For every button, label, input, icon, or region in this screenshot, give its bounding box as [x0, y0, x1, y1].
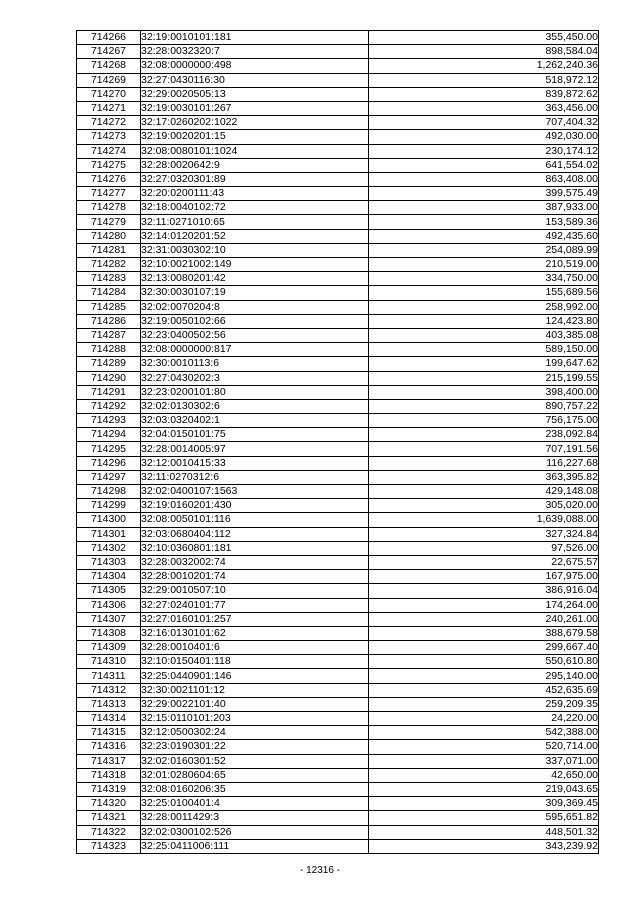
row-id-cell: 714321: [77, 811, 141, 825]
cadastral-number-cell: 32:29:0022101:40: [141, 697, 369, 711]
table-row: [77, 314, 599, 328]
table-row: [77, 272, 599, 286]
row-id-cell: 714314: [77, 712, 141, 726]
cadastral-number-cell: 32:16:0130101:62: [141, 626, 369, 640]
table-row: [77, 442, 599, 456]
value-amount-cell: 24,220.00: [369, 712, 599, 726]
table-row: [77, 584, 599, 598]
cadastral-number-cell: 32:27:0320301:89: [141, 172, 369, 186]
table-row: [77, 797, 599, 811]
cadastral-number-cell: 32:08:0160206:35: [141, 782, 369, 796]
cadastral-number-cell: 32:28:0020642:9: [141, 158, 369, 172]
table-row: [77, 499, 599, 513]
table-row: [77, 555, 599, 569]
table-row: [77, 328, 599, 342]
value-amount-cell: 707,191.56: [369, 442, 599, 456]
row-id-cell: 714303: [77, 555, 141, 569]
cadastral-number-cell: 32:27:0160101:257: [141, 612, 369, 626]
row-id-cell: 714275: [77, 158, 141, 172]
row-id-cell: 714268: [77, 59, 141, 73]
row-id-cell: 714296: [77, 456, 141, 470]
cadastral-number-cell: 32:11:0270312:6: [141, 470, 369, 484]
cadastral-number-cell: 32:02:0400107:1563: [141, 485, 369, 499]
row-id-cell: 714312: [77, 683, 141, 697]
row-id-cell: 714305: [77, 584, 141, 598]
cadastral-number-cell: 32:19:0020201:15: [141, 130, 369, 144]
row-id-cell: 714320: [77, 797, 141, 811]
value-amount-cell: 363,456.00: [369, 101, 599, 115]
cadastral-number-cell: 32:02:0160301:52: [141, 754, 369, 768]
row-id-cell: 714266: [77, 31, 141, 45]
cadastral-number-cell: 32:30:0030107:19: [141, 286, 369, 300]
value-amount-cell: 492,030.00: [369, 130, 599, 144]
cadastral-number-cell: 32:23:0190301:22: [141, 740, 369, 754]
table-row: [77, 655, 599, 669]
table-row: [77, 87, 599, 101]
row-id-cell: 714319: [77, 782, 141, 796]
row-id-cell: 714282: [77, 258, 141, 272]
row-id-cell: 714301: [77, 527, 141, 541]
row-id-cell: 714323: [77, 839, 141, 853]
cadastral-number-cell: 32:08:0050101:116: [141, 513, 369, 527]
row-id-cell: 714295: [77, 442, 141, 456]
table-row: [77, 258, 599, 272]
cadastral-number-cell: 32:30:0021101:12: [141, 683, 369, 697]
row-id-cell: 714290: [77, 371, 141, 385]
value-amount-cell: 167,975.00: [369, 570, 599, 584]
value-amount-cell: 215,199.55: [369, 371, 599, 385]
document-page: [76, 30, 598, 854]
row-id-cell: 714283: [77, 272, 141, 286]
row-id-cell: 714310: [77, 655, 141, 669]
cadastral-number-cell: 32:13:0080201:42: [141, 272, 369, 286]
row-id-cell: 714306: [77, 598, 141, 612]
page-number: - 12316 -: [299, 865, 341, 876]
table-row: [77, 726, 599, 740]
value-amount-cell: 116,227.68: [369, 456, 599, 470]
cadastral-number-cell: 32:02:0130302:6: [141, 399, 369, 413]
cadastral-number-cell: 32:11:0271010:65: [141, 215, 369, 229]
table-row: [77, 300, 599, 314]
table-row: [77, 101, 599, 115]
row-id-cell: 714322: [77, 825, 141, 839]
table-row: [77, 513, 599, 527]
table-row: [77, 343, 599, 357]
cadastral-number-cell: 32:08:0080101:1024: [141, 144, 369, 158]
row-id-cell: 714273: [77, 130, 141, 144]
row-id-cell: 714285: [77, 300, 141, 314]
cadastral-number-cell: 32:20:0200111:43: [141, 187, 369, 201]
value-amount-cell: 403,385.08: [369, 328, 599, 342]
table-row: [77, 669, 599, 683]
table-row: [77, 414, 599, 428]
value-amount-cell: 337,071.00: [369, 754, 599, 768]
value-amount-cell: 756,175.00: [369, 414, 599, 428]
value-amount-cell: 327,324.84: [369, 527, 599, 541]
row-id-cell: 714304: [77, 570, 141, 584]
value-amount-cell: 355,450.00: [369, 31, 599, 45]
cadastral-number-cell: 32:03:0320402:1: [141, 414, 369, 428]
table-row: [77, 768, 599, 782]
value-amount-cell: 22,675.57: [369, 555, 599, 569]
table-row: [77, 45, 599, 59]
cadastral-number-cell: 32:19:0160201:430: [141, 499, 369, 513]
value-amount-cell: 254,089.99: [369, 243, 599, 257]
row-id-cell: 714291: [77, 385, 141, 399]
value-amount-cell: 595,651.82: [369, 811, 599, 825]
value-amount-cell: 295,140.00: [369, 669, 599, 683]
value-amount-cell: 153,589.36: [369, 215, 599, 229]
value-amount-cell: 589,150.00: [369, 343, 599, 357]
value-amount-cell: 305,020.00: [369, 499, 599, 513]
row-id-cell: 714284: [77, 286, 141, 300]
table-row: [77, 485, 599, 499]
table-row: [77, 541, 599, 555]
cadastral-number-cell: 32:23:0400502:56: [141, 328, 369, 342]
cadastral-number-cell: 32:10:0021002:149: [141, 258, 369, 272]
value-amount-cell: 97,526.00: [369, 541, 599, 555]
cadastral-number-cell: 32:14:0120201:52: [141, 229, 369, 243]
table-row: [77, 570, 599, 584]
value-amount-cell: 429,148.08: [369, 485, 599, 499]
cadastral-number-cell: 32:25:0440901:146: [141, 669, 369, 683]
cadastral-number-cell: 32:30:0010113:6: [141, 357, 369, 371]
cadastral-number-cell: 32:28:0032002:74: [141, 555, 369, 569]
value-amount-cell: 707,404.32: [369, 116, 599, 130]
value-amount-cell: 452,635.69: [369, 683, 599, 697]
row-id-cell: 714318: [77, 768, 141, 782]
table-row: [77, 811, 599, 825]
table-row: [77, 144, 599, 158]
cadastral-number-cell: 32:08:0000000:498: [141, 59, 369, 73]
table-row: [77, 172, 599, 186]
row-id-cell: 714292: [77, 399, 141, 413]
row-id-cell: 714276: [77, 172, 141, 186]
value-amount-cell: 518,972.12: [369, 73, 599, 87]
table-row: [77, 243, 599, 257]
table-row: [77, 612, 599, 626]
row-id-cell: 714280: [77, 229, 141, 243]
cadastral-number-cell: 32:10:0360801:181: [141, 541, 369, 555]
value-amount-cell: 238,092.84: [369, 428, 599, 442]
value-amount-cell: 641,554.02: [369, 158, 599, 172]
row-id-cell: 714308: [77, 626, 141, 640]
row-id-cell: 714271: [77, 101, 141, 115]
cadastral-number-cell: 32:04:0150101:75: [141, 428, 369, 442]
table-row: [77, 683, 599, 697]
cadastral-number-cell: 32:25:0100401:4: [141, 797, 369, 811]
row-id-cell: 714277: [77, 187, 141, 201]
table-row: [77, 782, 599, 796]
row-id-cell: 714307: [77, 612, 141, 626]
table-row: [77, 825, 599, 839]
table-row: [77, 712, 599, 726]
table-row: [77, 456, 599, 470]
value-amount-cell: 520,714.00: [369, 740, 599, 754]
value-amount-cell: 219,043.65: [369, 782, 599, 796]
table-row: [77, 385, 599, 399]
value-amount-cell: 155,689.56: [369, 286, 599, 300]
cadastral-number-cell: 32:29:0010507:10: [141, 584, 369, 598]
cadastral-number-cell: 32:28:0010401:6: [141, 641, 369, 655]
row-id-cell: 714267: [77, 45, 141, 59]
value-amount-cell: 259,209.35: [369, 697, 599, 711]
value-amount-cell: 550,610.80: [369, 655, 599, 669]
cadastral-number-cell: 32:28:0010201:74: [141, 570, 369, 584]
value-amount-cell: 388,679.58: [369, 626, 599, 640]
value-amount-cell: 839,872.62: [369, 87, 599, 101]
value-amount-cell: 124,423.80: [369, 314, 599, 328]
table-body: [77, 31, 599, 854]
table-row: [77, 187, 599, 201]
cadastral-number-cell: 32:02:0300102:526: [141, 825, 369, 839]
table-row: [77, 754, 599, 768]
value-amount-cell: 210,519.00: [369, 258, 599, 272]
row-id-cell: 714294: [77, 428, 141, 442]
row-id-cell: 714281: [77, 243, 141, 257]
row-id-cell: 714299: [77, 499, 141, 513]
value-amount-cell: 387,933.00: [369, 201, 599, 215]
value-amount-cell: 1,262,240.36: [369, 59, 599, 73]
value-amount-cell: 890,757.22: [369, 399, 599, 413]
value-amount-cell: 230,174.12: [369, 144, 599, 158]
cadastral-number-cell: 32:27:0240101:77: [141, 598, 369, 612]
table-row: [77, 158, 599, 172]
cadastral-number-cell: 32:08:0000000:817: [141, 343, 369, 357]
row-id-cell: 714278: [77, 201, 141, 215]
row-id-cell: 714274: [77, 144, 141, 158]
table-row: [77, 641, 599, 655]
row-id-cell: 714317: [77, 754, 141, 768]
row-id-cell: 714313: [77, 697, 141, 711]
value-amount-cell: 399,575.49: [369, 187, 599, 201]
table-row: [77, 73, 599, 87]
cadastral-number-cell: 32:10:0150401:118: [141, 655, 369, 669]
cadastral-number-cell: 32:17:0260202:1022: [141, 116, 369, 130]
table-row: [77, 31, 599, 45]
cadastral-number-cell: 32:28:0032320:7: [141, 45, 369, 59]
row-id-cell: 714298: [77, 485, 141, 499]
cadastral-number-cell: 32:29:0020505:13: [141, 87, 369, 101]
value-amount-cell: 386,916.04: [369, 584, 599, 598]
cadastral-number-cell: 32:19:0030101:267: [141, 101, 369, 115]
cadastral-number-cell: 32:28:0011429:3: [141, 811, 369, 825]
value-amount-cell: 448,501.32: [369, 825, 599, 839]
table-row: [77, 839, 599, 853]
table-row: [77, 598, 599, 612]
cadastral-number-cell: 32:23:0200101:80: [141, 385, 369, 399]
value-amount-cell: 309,369.45: [369, 797, 599, 811]
table-row: [77, 229, 599, 243]
table-row: [77, 740, 599, 754]
cadastral-number-cell: 32:12:0010415:33: [141, 456, 369, 470]
row-id-cell: 714315: [77, 726, 141, 740]
cadastral-number-cell: 32:28:0014005:97: [141, 442, 369, 456]
table-row: [77, 130, 599, 144]
value-amount-cell: 542,388.00: [369, 726, 599, 740]
cadastral-number-cell: 32:12:0500302:24: [141, 726, 369, 740]
row-id-cell: 714311: [77, 669, 141, 683]
row-id-cell: 714297: [77, 470, 141, 484]
cadastral-value-table: [76, 30, 599, 854]
cadastral-number-cell: 32:15:0110101:203: [141, 712, 369, 726]
row-id-cell: 714286: [77, 314, 141, 328]
value-amount-cell: 258,992.00: [369, 300, 599, 314]
cadastral-number-cell: 32:19:0050102:66: [141, 314, 369, 328]
table-row: [77, 470, 599, 484]
cadastral-number-cell: 32:27:0430202:3: [141, 371, 369, 385]
cadastral-number-cell: 32:01:0280604:65: [141, 768, 369, 782]
cadastral-number-cell: 32:25:0411006:111: [141, 839, 369, 853]
cadastral-number-cell: 32:18:0040102:72: [141, 201, 369, 215]
cadastral-number-cell: 32:27:0430116:30: [141, 73, 369, 87]
cadastral-number-cell: 32:02:0070204:8: [141, 300, 369, 314]
value-amount-cell: 42,650.00: [369, 768, 599, 782]
row-id-cell: 714272: [77, 116, 141, 130]
table-row: [77, 116, 599, 130]
value-amount-cell: 240,261.00: [369, 612, 599, 626]
row-id-cell: 714293: [77, 414, 141, 428]
table-row: [77, 428, 599, 442]
table-row: [77, 215, 599, 229]
value-amount-cell: 199,647.62: [369, 357, 599, 371]
table-row: [77, 286, 599, 300]
value-amount-cell: 898,584.04: [369, 45, 599, 59]
row-id-cell: 714289: [77, 357, 141, 371]
table-row: [77, 626, 599, 640]
value-amount-cell: 299,667.40: [369, 641, 599, 655]
row-id-cell: 714287: [77, 328, 141, 342]
value-amount-cell: 334,750.00: [369, 272, 599, 286]
table-row: [77, 527, 599, 541]
row-id-cell: 714279: [77, 215, 141, 229]
table-row: [77, 399, 599, 413]
table-row: [77, 59, 599, 73]
cadastral-number-cell: 32:03:0680404:112: [141, 527, 369, 541]
row-id-cell: 714269: [77, 73, 141, 87]
value-amount-cell: 343,239.92: [369, 839, 599, 853]
value-amount-cell: 1,639,088.00: [369, 513, 599, 527]
table-row: [77, 357, 599, 371]
value-amount-cell: 398,400.00: [369, 385, 599, 399]
cadastral-number-cell: 32:19:0010101:181: [141, 31, 369, 45]
value-amount-cell: 363,395.82: [369, 470, 599, 484]
row-id-cell: 714300: [77, 513, 141, 527]
row-id-cell: 714302: [77, 541, 141, 555]
row-id-cell: 714316: [77, 740, 141, 754]
table-row: [77, 697, 599, 711]
row-id-cell: 714270: [77, 87, 141, 101]
value-amount-cell: 492,435.60: [369, 229, 599, 243]
value-amount-cell: 174,264.00: [369, 598, 599, 612]
row-id-cell: 714309: [77, 641, 141, 655]
value-amount-cell: 863,408.00: [369, 172, 599, 186]
row-id-cell: 714288: [77, 343, 141, 357]
cadastral-number-cell: 32:31:0030302:10: [141, 243, 369, 257]
table-row: [77, 371, 599, 385]
table-row: [77, 201, 599, 215]
